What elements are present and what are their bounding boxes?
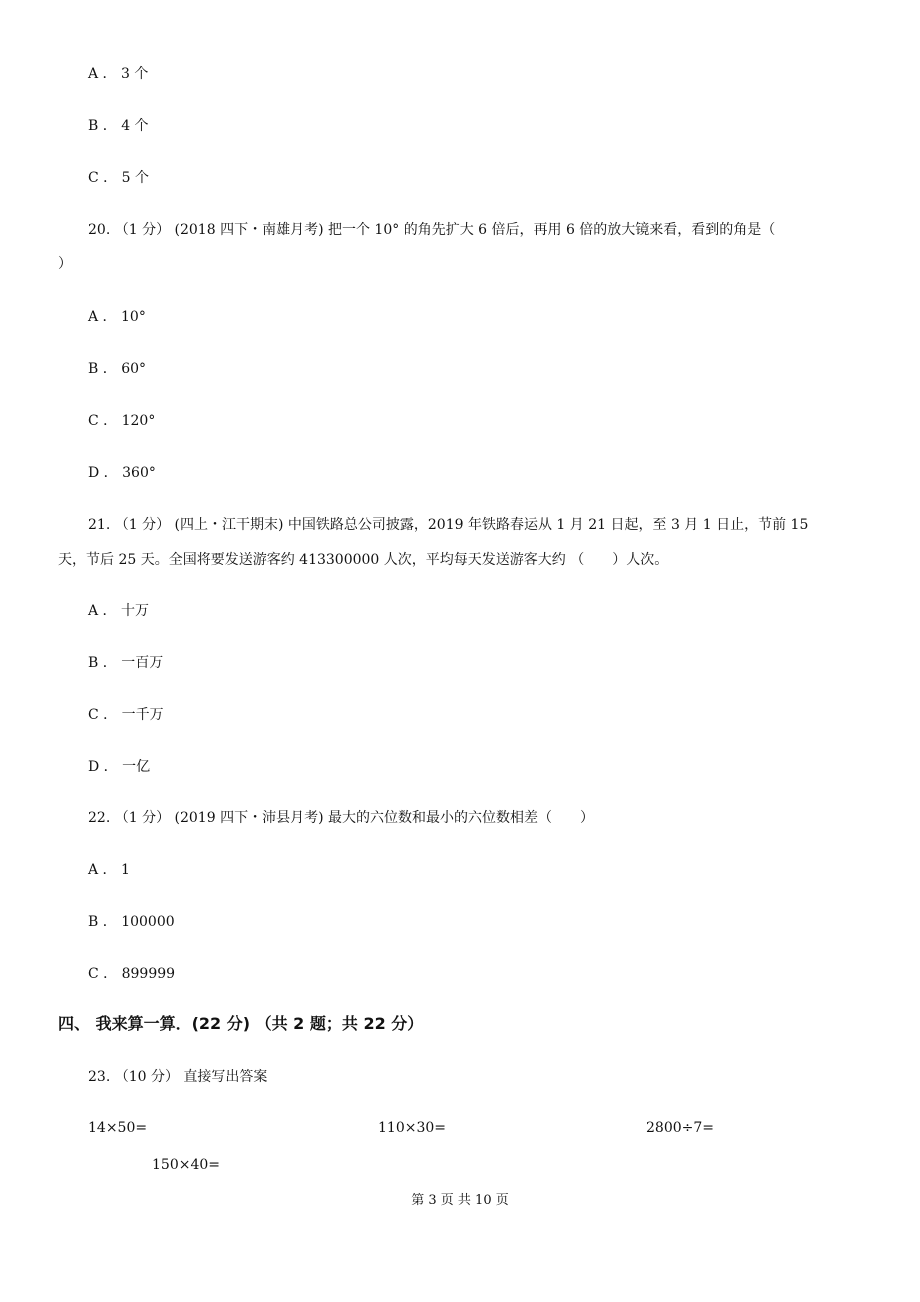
- q23-item-1: 14×50=: [88, 1120, 148, 1136]
- q21-option-c: C ． 一千万: [88, 707, 164, 723]
- q23-stem: 23. （10 分） 直接写出答案: [88, 1069, 268, 1085]
- q22-stem: 22. （1 分） (2019 四下・沛县月考) 最大的六位数和最小的六位数相差（ ）: [88, 810, 594, 826]
- q20-option-c: C ． 120°: [88, 413, 156, 429]
- q19-option-c: C ． 5 个: [88, 170, 149, 186]
- q20-stem-line1: 20. （1 分） (2018 四下・南雄月考) 把一个 10° 的角先扩大 6 倍后，再用 6 倍的放大镜来看，看到的角是（: [88, 222, 776, 238]
- q21-option-b: B ． 一百万: [88, 655, 164, 671]
- q22-option-a: A ． 1: [88, 862, 130, 878]
- q21-option-d: D ． 一亿: [88, 759, 151, 775]
- q21-option-a: A ． 十万: [88, 603, 150, 619]
- q20-stem-line2: ）: [58, 256, 72, 272]
- section-4-heading: 四、 我来算一算．(22 分) （共 2 题；共 22 分）: [58, 1014, 424, 1033]
- q20-option-b: B ． 60°: [88, 361, 147, 377]
- q23-item-2: 110×30=: [378, 1120, 446, 1136]
- q23-item-4: 150×40=: [152, 1157, 220, 1173]
- q23-item-3: 2800÷7=: [646, 1120, 714, 1136]
- q20-option-a: A ． 10°: [88, 309, 146, 325]
- q20-option-d: D ． 360°: [88, 465, 156, 481]
- q22-option-c: C ． 899999: [88, 966, 176, 982]
- q22-option-b: B ． 100000: [88, 914, 175, 930]
- q21-stem-line1: 21. （1 分） (四上・江干期末) 中国铁路总公司披露，2019 年铁路春运从 1 月 21 日起，至 3 月 1 日止，节前 15: [88, 517, 809, 533]
- q21-stem-line2: 天，节后 25 天。全国将要发送游客约 413300000 人次，平均每天发送游客大约 （ ）人次。: [58, 552, 669, 568]
- q19-option-b: B ． 4 个: [88, 118, 149, 134]
- q19-option-a: A ． 3 个: [88, 66, 149, 82]
- page-footer: 第 3 页 共 10 页: [411, 1193, 509, 1208]
